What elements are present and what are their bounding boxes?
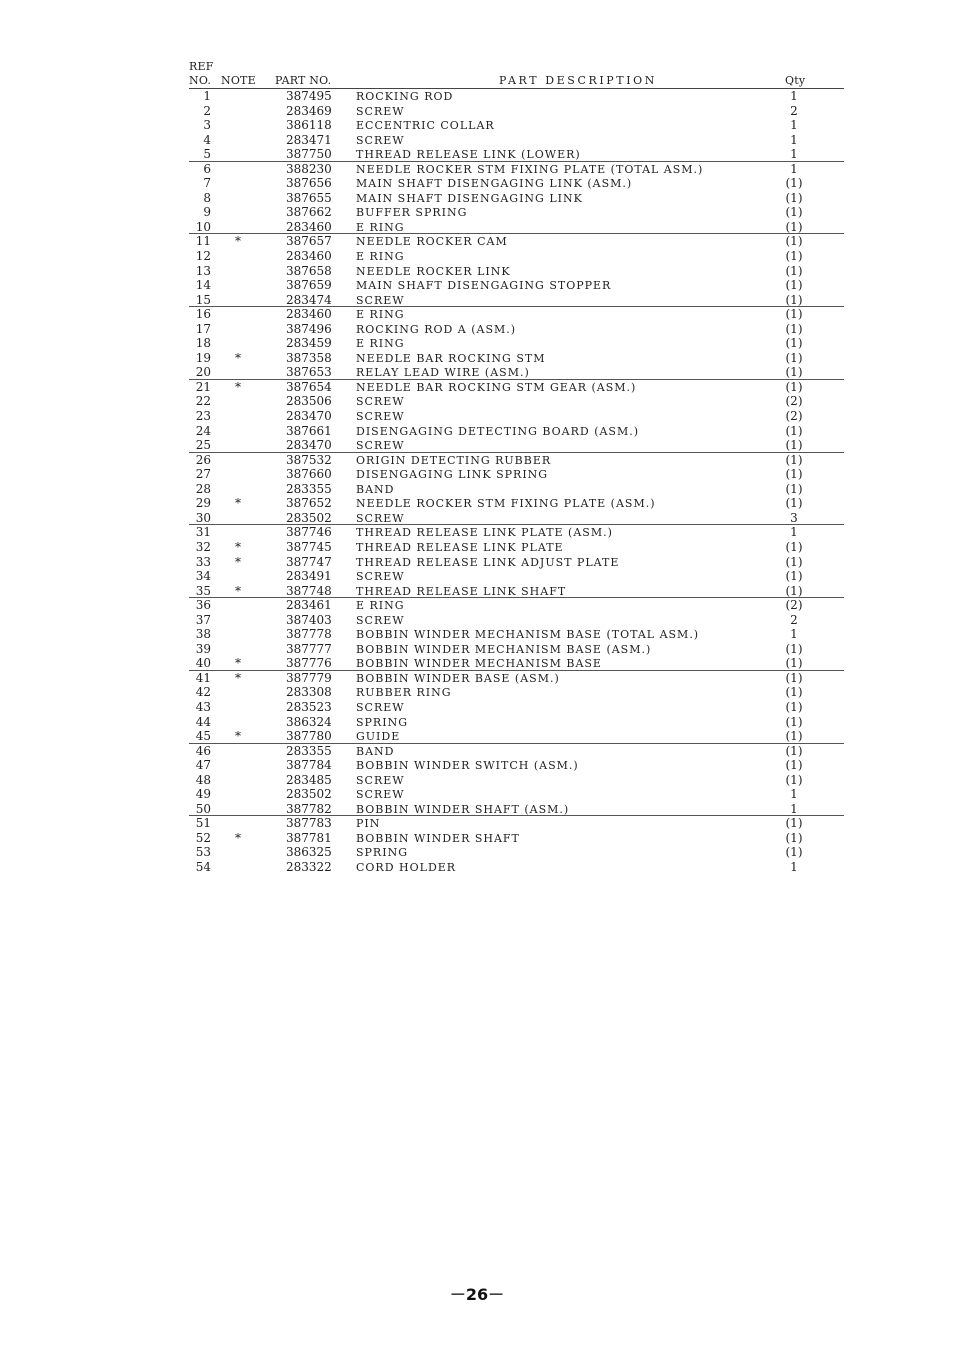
part-description: BOBBIN WINDER MECHANISM BASE (ASM.) <box>356 642 652 656</box>
table-row <box>189 816 844 831</box>
table-row <box>189 700 844 715</box>
header-ref: REF <box>189 60 214 73</box>
quantity: (1) <box>785 292 803 307</box>
parts-list <box>189 58 844 875</box>
note-mark: * <box>235 670 241 685</box>
ref-no: 1 <box>203 89 211 103</box>
table-row <box>189 336 844 351</box>
part-number: 387781 <box>286 830 332 845</box>
part-number: 386325 <box>286 845 332 860</box>
table-row <box>189 467 844 482</box>
table-row <box>189 234 844 249</box>
part-number: 387782 <box>286 801 332 816</box>
ref-no: 14 <box>195 278 211 293</box>
part-description: BAND <box>356 482 395 496</box>
table-row <box>189 264 844 279</box>
part-number: 283470 <box>286 438 332 453</box>
part-number: 387784 <box>286 758 332 773</box>
part-description: MAIN SHAFT DISENGAGING STOPPER <box>356 279 612 293</box>
part-number: 387403 <box>286 612 332 627</box>
quantity: (1) <box>785 278 803 293</box>
part-number: 283355 <box>286 743 332 758</box>
ref-no: 2 <box>203 103 211 118</box>
quantity: (1) <box>785 481 803 496</box>
quantity: (1) <box>785 365 803 380</box>
part-description: SCREW <box>356 439 405 453</box>
part-number: 283308 <box>286 685 332 700</box>
table-row <box>189 715 844 730</box>
quantity: (1) <box>785 758 803 773</box>
table-row <box>189 802 844 817</box>
part-description: SCREW <box>356 293 405 307</box>
part-description: BOBBIN WINDER SHAFT <box>356 831 520 845</box>
table-row <box>189 482 844 497</box>
part-description: RUBBER RING <box>356 686 452 700</box>
quantity: (1) <box>785 699 803 714</box>
part-description: CORD HOLDER <box>356 860 457 874</box>
ref-no: 50 <box>195 801 211 816</box>
ref-no: 5 <box>203 147 211 162</box>
note-mark: * <box>235 583 241 598</box>
part-number: 283460 <box>286 219 332 234</box>
ref-no: 25 <box>195 438 211 453</box>
ref-no: 13 <box>195 263 211 278</box>
quantity: (1) <box>785 554 803 569</box>
ref-no: 6 <box>203 161 211 176</box>
part-description: BAND <box>356 744 395 758</box>
part-description: THREAD RELEASE LINK (LOWER) <box>356 148 581 162</box>
part-number: 387358 <box>286 350 332 365</box>
table-row <box>189 307 844 322</box>
ref-no: 7 <box>203 176 211 191</box>
quantity: (1) <box>785 583 803 598</box>
part-description: BOBBIN WINDER SHAFT (ASM.) <box>356 802 570 816</box>
part-number: 387656 <box>286 176 332 191</box>
part-description: NEEDLE BAR ROCKING STM <box>356 351 546 365</box>
quantity: (1) <box>785 263 803 278</box>
part-description: E RING <box>356 337 405 351</box>
part-number: 386324 <box>286 714 332 729</box>
part-description: NEEDLE ROCKER CAM <box>356 235 508 249</box>
table-row <box>189 685 844 700</box>
table-row <box>189 584 844 599</box>
quantity: (1) <box>785 816 803 831</box>
part-description: BOBBIN WINDER MECHANISM BASE (TOTAL ASM.) <box>356 628 700 642</box>
table-row <box>189 627 844 642</box>
quantity: (1) <box>785 176 803 191</box>
part-description: BOBBIN WINDER MECHANISM BASE <box>356 657 602 671</box>
part-number: 388230 <box>286 161 332 176</box>
quantity: (1) <box>785 656 803 671</box>
quantity: (1) <box>785 685 803 700</box>
part-description: NEEDLE ROCKER STM FIXING PLATE (TOTAL ASM.) <box>356 162 704 176</box>
ref-no: 54 <box>195 859 211 874</box>
ref-no: 41 <box>195 670 211 685</box>
quantity: (1) <box>785 205 803 220</box>
part-description: ORIGIN DETECTING RUBBER <box>356 453 552 467</box>
part-description: SCREW <box>356 410 405 424</box>
part-description: THREAD RELEASE LINK PLATE (ASM.) <box>356 526 613 540</box>
part-description: THREAD RELEASE LINK PLATE <box>356 540 564 554</box>
part-description: MAIN SHAFT DISENGAGING LINK (ASM.) <box>356 177 633 191</box>
header-part-no: PART NO. <box>275 74 332 87</box>
part-description: ROCKING ROD <box>356 90 454 103</box>
quantity: (1) <box>785 845 803 860</box>
part-description: PIN <box>356 817 381 831</box>
part-description: E RING <box>356 220 405 234</box>
part-number: 283506 <box>286 394 332 409</box>
part-number: 283459 <box>286 336 332 351</box>
table-body <box>189 89 844 875</box>
part-number: 283502 <box>286 510 332 525</box>
quantity: 2 <box>790 103 798 118</box>
table-row <box>189 787 844 802</box>
part-description: BOBBIN WINDER SWITCH (ASM.) <box>356 759 579 773</box>
ref-no: 15 <box>195 292 211 307</box>
part-number: 387659 <box>286 278 332 293</box>
table-row <box>189 322 844 337</box>
table-row <box>189 598 844 613</box>
table-row <box>189 162 844 177</box>
ref-no: 48 <box>195 772 211 787</box>
part-number: 387658 <box>286 263 332 278</box>
table-row <box>189 351 844 366</box>
part-description: BOBBIN WINDER BASE (ASM.) <box>356 671 560 685</box>
ref-no: 53 <box>195 845 211 860</box>
ref-no: 23 <box>195 409 211 424</box>
ref-no: 37 <box>195 612 211 627</box>
table-row <box>189 104 844 119</box>
ref-no: 18 <box>195 336 211 351</box>
part-number: 387778 <box>286 627 332 642</box>
ref-no: 31 <box>195 525 211 540</box>
part-description: SCREW <box>356 104 405 118</box>
table-row <box>189 191 844 206</box>
part-description: MAIN SHAFT DISENGAGING LINK <box>356 191 583 205</box>
ref-no: 8 <box>203 190 211 205</box>
quantity: 1 <box>790 525 798 540</box>
quantity: (1) <box>785 336 803 351</box>
part-description: SPRING <box>356 715 408 729</box>
quantity: (1) <box>785 467 803 482</box>
quantity: (2) <box>785 409 803 424</box>
part-description: DISENGAGING LINK SPRING <box>356 468 549 482</box>
ref-no: 24 <box>195 423 211 438</box>
ref-no: 19 <box>195 350 211 365</box>
part-description: THREAD RELEASE LINK SHAFT <box>356 584 567 598</box>
ref-no: 3 <box>203 118 211 133</box>
note-mark: * <box>235 234 241 249</box>
quantity: (1) <box>785 423 803 438</box>
ref-no: 17 <box>195 321 211 336</box>
quantity: (1) <box>785 307 803 322</box>
part-number: 387655 <box>286 190 332 205</box>
table-row <box>189 438 844 453</box>
table-row <box>189 409 844 424</box>
part-number: 283469 <box>286 103 332 118</box>
ref-no: 49 <box>195 787 211 802</box>
quantity: (1) <box>785 234 803 249</box>
part-number: 283460 <box>286 249 332 264</box>
ref-no: 30 <box>195 510 211 525</box>
part-description: NEEDLE ROCKER LINK <box>356 264 511 278</box>
quantity: (1) <box>785 641 803 656</box>
note-mark: * <box>235 350 241 365</box>
quantity: (1) <box>785 452 803 467</box>
table-row <box>189 642 844 657</box>
part-description: GUIDE <box>356 730 401 744</box>
ref-no: 45 <box>195 729 211 744</box>
table-row <box>189 205 844 220</box>
note-mark: * <box>235 656 241 671</box>
part-description: SCREW <box>356 700 405 714</box>
ref-no: 29 <box>195 496 211 511</box>
ref-no: 12 <box>195 249 211 264</box>
part-description: THREAD RELEASE LINK ADJUST PLATE <box>356 555 620 569</box>
quantity: 2 <box>790 612 798 627</box>
part-number: 283355 <box>286 481 332 496</box>
part-number: 387652 <box>286 496 332 511</box>
ref-no: 27 <box>195 467 211 482</box>
ref-no: 11 <box>195 234 211 249</box>
quantity: (1) <box>785 743 803 758</box>
quantity: (1) <box>785 496 803 511</box>
table-row <box>189 176 844 191</box>
part-number: 283523 <box>286 699 332 714</box>
part-number: 387496 <box>286 321 332 336</box>
part-number: 283471 <box>286 132 332 147</box>
quantity: 1 <box>790 859 798 874</box>
part-number: 387777 <box>286 641 332 656</box>
part-description: ECCENTRIC COLLAR <box>356 119 495 133</box>
ref-no: 21 <box>195 379 211 394</box>
part-description: E RING <box>356 308 405 322</box>
part-number: 387654 <box>286 379 332 394</box>
quantity: (1) <box>785 830 803 845</box>
part-number: 387660 <box>286 467 332 482</box>
part-number: 387779 <box>286 670 332 685</box>
ref-no: 4 <box>203 132 211 147</box>
table-row <box>189 744 844 759</box>
part-description: E RING <box>356 250 405 264</box>
page-number: －26－ <box>449 1285 505 1304</box>
part-description: NEEDLE ROCKER STM FIXING PLATE (ASM.) <box>356 497 656 511</box>
part-description: E RING <box>356 599 405 613</box>
quantity: 1 <box>790 161 798 176</box>
part-number: 283485 <box>286 772 332 787</box>
quantity: (1) <box>785 729 803 744</box>
part-number: 387746 <box>286 525 332 540</box>
part-number: 283460 <box>286 307 332 322</box>
quantity: (2) <box>785 598 803 613</box>
quantity: 1 <box>790 147 798 162</box>
ref-no: 42 <box>195 685 211 700</box>
part-number: 283322 <box>286 859 332 874</box>
quantity: 1 <box>790 787 798 802</box>
quantity: (1) <box>785 438 803 453</box>
part-number: 387745 <box>286 539 332 554</box>
header-note: NOTE <box>221 74 256 87</box>
header-description: PART DESCRIPTION <box>499 74 658 87</box>
table-header <box>189 58 844 88</box>
ref-no: 33 <box>195 554 211 569</box>
quantity: 1 <box>790 801 798 816</box>
quantity: 1 <box>790 627 798 642</box>
table-row <box>189 249 844 264</box>
table-row <box>189 453 844 468</box>
part-description: SCREW <box>356 613 405 627</box>
quantity: (2) <box>785 394 803 409</box>
part-number: 387748 <box>286 583 332 598</box>
note-mark: * <box>235 554 241 569</box>
table-row <box>189 860 844 875</box>
quantity: (1) <box>785 350 803 365</box>
table-row <box>189 525 844 540</box>
part-description: SCREW <box>356 395 405 409</box>
table-row <box>189 613 844 628</box>
ref-no: 22 <box>195 394 211 409</box>
table-row <box>189 758 844 773</box>
quantity: 1 <box>790 89 798 103</box>
quantity: (1) <box>785 219 803 234</box>
note-mark: * <box>235 379 241 394</box>
quantity: (1) <box>785 670 803 685</box>
part-description: SCREW <box>356 133 405 147</box>
ref-no: 26 <box>195 452 211 467</box>
quantity: (1) <box>785 772 803 787</box>
table-row <box>189 511 844 526</box>
part-number: 387661 <box>286 423 332 438</box>
quantity: 1 <box>790 118 798 133</box>
part-number: 283461 <box>286 598 332 613</box>
quantity: (1) <box>785 321 803 336</box>
part-description: DISENGAGING DETECTING BOARD (ASM.) <box>356 424 640 438</box>
ref-no: 52 <box>195 830 211 845</box>
ref-no: 35 <box>195 583 211 598</box>
note-mark: * <box>235 729 241 744</box>
ref-no: 38 <box>195 627 211 642</box>
part-description: SPRING <box>356 846 408 860</box>
table-row <box>189 380 844 395</box>
quantity: (1) <box>785 714 803 729</box>
table-row <box>189 496 844 511</box>
ref-no: 10 <box>195 219 211 234</box>
part-number: 387750 <box>286 147 332 162</box>
part-number: 387532 <box>286 452 332 467</box>
table-row <box>189 293 844 308</box>
part-number: 387657 <box>286 234 332 249</box>
header-qty: Qty <box>785 74 806 87</box>
part-description: BUFFER SPRING <box>356 206 468 220</box>
ref-no: 9 <box>203 205 211 220</box>
part-number: 283470 <box>286 409 332 424</box>
part-number: 387495 <box>286 89 332 103</box>
part-number: 283502 <box>286 787 332 802</box>
part-number: 387776 <box>286 656 332 671</box>
quantity: (1) <box>785 539 803 554</box>
part-number: 283491 <box>286 569 332 584</box>
table-row <box>189 671 844 686</box>
table-row <box>189 831 844 846</box>
table-row <box>189 220 844 235</box>
table-row <box>189 147 844 162</box>
ref-no: 39 <box>195 641 211 656</box>
table-row <box>189 278 844 293</box>
note-mark: * <box>235 496 241 511</box>
ref-no: 28 <box>195 481 211 496</box>
table-row <box>189 656 844 671</box>
ref-no: 40 <box>195 656 211 671</box>
table-row <box>189 394 844 409</box>
ref-no: 43 <box>195 699 211 714</box>
ref-no: 32 <box>195 539 211 554</box>
quantity: 3 <box>790 510 798 525</box>
table-row <box>189 555 844 570</box>
table-row <box>189 365 844 380</box>
quantity: (1) <box>785 569 803 584</box>
part-number: 387783 <box>286 816 332 831</box>
ref-no: 51 <box>195 816 211 831</box>
part-number: 387747 <box>286 554 332 569</box>
table-row <box>189 540 844 555</box>
part-description: SCREW <box>356 788 405 802</box>
ref-no: 16 <box>195 307 211 322</box>
ref-no: 34 <box>195 569 211 584</box>
part-description: ROCKING ROD A (ASM.) <box>356 322 517 336</box>
part-description: RELAY LEAD WIRE (ASM.) <box>356 366 530 380</box>
quantity: (1) <box>785 379 803 394</box>
table-row <box>189 89 844 104</box>
part-number: 283474 <box>286 292 332 307</box>
table-row <box>189 729 844 744</box>
part-description: NEEDLE BAR ROCKING STM GEAR (ASM.) <box>356 380 637 394</box>
table-row <box>189 118 844 133</box>
part-number: 387662 <box>286 205 332 220</box>
ref-no: 44 <box>195 714 211 729</box>
table-row <box>189 845 844 860</box>
note-mark: * <box>235 539 241 554</box>
note-mark: * <box>235 830 241 845</box>
header-no: NO. <box>189 74 212 87</box>
quantity: (1) <box>785 249 803 264</box>
part-description: SCREW <box>356 511 405 525</box>
ref-no: 47 <box>195 758 211 773</box>
ref-no: 36 <box>195 598 211 613</box>
table-row <box>189 424 844 439</box>
quantity: (1) <box>785 190 803 205</box>
table-row <box>189 569 844 584</box>
ref-no: 46 <box>195 743 211 758</box>
quantity: 1 <box>790 132 798 147</box>
table-row <box>189 773 844 788</box>
part-number: 387653 <box>286 365 332 380</box>
part-number: 387780 <box>286 729 332 744</box>
part-description: SCREW <box>356 773 405 787</box>
part-description: SCREW <box>356 570 405 584</box>
table-row <box>189 133 844 148</box>
ref-no: 20 <box>195 365 211 380</box>
part-number: 386118 <box>286 118 332 133</box>
